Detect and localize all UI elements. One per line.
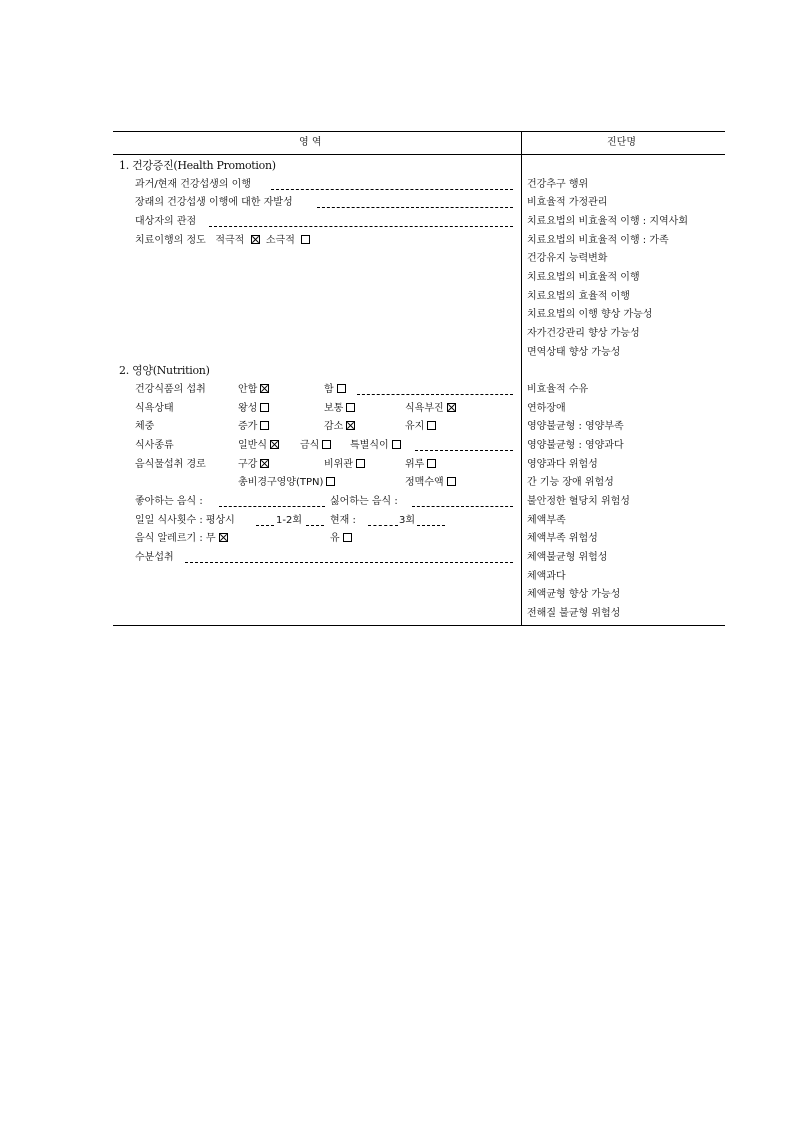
s1-q4-label: 치료이행의 정도 [135, 235, 206, 246]
allergy-yes-checkbox[interactable] [343, 533, 352, 542]
increase-checkbox[interactable] [260, 421, 269, 430]
good-checkbox[interactable] [260, 403, 269, 412]
tpn-label: 총비경구영양(TPN) [238, 477, 324, 488]
s1-q2-field[interactable] [317, 207, 513, 208]
regular-option [238, 440, 279, 452]
special-option [350, 440, 401, 452]
oral-checkbox[interactable] [260, 459, 269, 468]
section2-title: 2. 영양(Nutrition) [119, 364, 210, 377]
do-intake-label: 함 [324, 384, 334, 395]
decrease-checkbox[interactable] [346, 421, 355, 430]
weight-label: 체중 [135, 421, 155, 432]
increase-option [238, 421, 269, 433]
meals-label: 일일 식사횟수 : 평상시 [135, 515, 235, 526]
diagnosis-item: 치료요법의 비효율적 이행 [527, 272, 640, 283]
diagnosis-item: 체액부족 [527, 515, 566, 526]
decrease-label: 감소 [324, 421, 344, 432]
diagnosis-item: 간 기능 장애 위험성 [527, 477, 614, 488]
allergy-yes-option [330, 533, 352, 545]
ng-tube-checkbox[interactable] [356, 459, 365, 468]
allergy-no-checkbox[interactable] [219, 533, 228, 542]
do-intake-option [324, 384, 346, 396]
tpn-checkbox[interactable] [326, 477, 335, 486]
s1-q3-label: 대상자의 관점 [135, 216, 197, 227]
fasting-option [300, 440, 331, 452]
diagnosis-item: 영양불균형 : 영양부족 [527, 421, 624, 432]
maintain-option [405, 421, 436, 433]
no-intake-option [238, 384, 269, 396]
maintain-checkbox[interactable] [427, 421, 436, 430]
ng-tube-label: 비위관 [324, 459, 353, 470]
special-label: 특별식이 [350, 440, 389, 451]
regular-checkbox[interactable] [270, 440, 279, 449]
special-diet-field[interactable] [415, 450, 513, 451]
diet-type-label: 식사종류 [135, 440, 174, 451]
header-area: 영 역 [299, 137, 322, 148]
passive-checkbox[interactable] [301, 235, 310, 244]
food-intake-label: 건강식품의 섭취 [135, 384, 206, 395]
diagnosis-item: 건강추구 행위 [527, 179, 589, 190]
assessment-table [113, 131, 725, 626]
iv-label: 정맥수액 [405, 477, 444, 488]
table-header-rule [113, 154, 725, 155]
diagnosis-item: 체액과다 [527, 571, 566, 582]
g-tube-option [405, 459, 436, 471]
meals-usual-value[interactable]: 1-2회 [276, 515, 302, 526]
meals-current-suffix-line [417, 525, 445, 526]
section1-title: 1. 건강증진(Health Promotion) [119, 159, 276, 172]
special-checkbox[interactable] [392, 440, 401, 449]
allergy-yes-label: 유 [330, 533, 340, 544]
normal-option [324, 403, 355, 415]
s1-q2-label: 장래의 건강섭생 이행에 대한 자발성 [135, 197, 293, 208]
no-intake-checkbox[interactable] [260, 384, 269, 393]
food-intake-field[interactable] [357, 394, 513, 395]
normal-label: 보통 [324, 403, 344, 414]
g-tube-label: 위루 [405, 459, 425, 470]
increase-label: 증가 [238, 421, 258, 432]
meals-usual-suffix-line [306, 525, 324, 526]
good-label: 왕성 [238, 403, 258, 414]
s1-q1-field[interactable] [271, 189, 513, 190]
allergy-label: 음식 알레르기 : 무 [135, 533, 216, 544]
do-intake-checkbox[interactable] [337, 384, 346, 393]
diagnosis-item: 치료요법의 비효율적 이행 : 지역사회 [527, 216, 688, 227]
dislikes-field[interactable] [412, 506, 513, 507]
s1-q1-label: 과거/현재 건강섭생의 이행 [135, 179, 251, 190]
anorexia-checkbox[interactable] [447, 403, 456, 412]
diagnosis-item: 전해질 불균형 위험성 [527, 608, 621, 619]
meals-current-label: 현재 : [330, 515, 356, 526]
header-diagnosis: 진단명 [607, 137, 636, 148]
diagnosis-item: 치료요법의 이행 향상 가능성 [527, 309, 653, 320]
anorexia-label: 식욕부진 [405, 403, 444, 414]
no-intake-label: 안함 [238, 384, 258, 395]
regular-label: 일반식 [238, 440, 267, 451]
active-option-label: 적극적 [215, 235, 245, 246]
decrease-option [324, 421, 355, 433]
fluid-field[interactable] [185, 562, 513, 563]
diagnosis-item: 치료요법의 효율적 이행 [527, 291, 630, 302]
g-tube-checkbox[interactable] [427, 459, 436, 468]
fasting-label: 금식 [300, 440, 320, 451]
diagnosis-item: 연하장애 [527, 403, 566, 414]
s1-q3-field[interactable] [209, 226, 513, 227]
diagnosis-item: 체액불균형 위험성 [527, 552, 608, 563]
diagnosis-item: 면역상태 향상 가능성 [527, 347, 621, 358]
diagnosis-item: 비효율적 수유 [527, 384, 589, 395]
meals-current-prefix-line [368, 525, 398, 526]
oral-option [238, 459, 269, 471]
iv-checkbox[interactable] [447, 477, 456, 486]
route-label: 음식물섭취 경로 [135, 459, 206, 470]
diagnosis-item: 비효율적 가정관리 [527, 197, 608, 208]
dislikes-label: 싫어하는 음식 : [330, 496, 398, 507]
diagnosis-item: 불안정한 혈당치 위험성 [527, 496, 630, 507]
passive-option-label: 소극적 [265, 235, 295, 246]
diagnosis-item: 치료요법의 비효율적 이행 : 가족 [527, 235, 669, 246]
normal-checkbox[interactable] [346, 403, 355, 412]
diagnosis-item: 체액부족 위험성 [527, 533, 598, 544]
good-option [238, 403, 269, 415]
diagnosis-item: 자가건강관리 향상 가능성 [527, 328, 640, 339]
allergy-no-option [135, 533, 228, 545]
fluid-label: 수분섭취 [135, 552, 174, 563]
maintain-label: 유지 [405, 421, 425, 432]
anorexia-option [405, 403, 456, 415]
appetite-label: 식욕상태 [135, 403, 174, 414]
diagnosis-item: 영양불균형 : 영양과다 [527, 440, 624, 451]
column-divider [521, 131, 522, 626]
meals-usual-prefix-line [256, 525, 274, 526]
fasting-checkbox[interactable] [322, 440, 331, 449]
diagnosis-item: 영양과다 위험성 [527, 459, 598, 470]
likes-field[interactable] [219, 506, 325, 507]
ng-tube-option [324, 459, 365, 471]
likes-label: 좋아하는 음식 : [135, 496, 203, 507]
tpn-option [238, 477, 335, 489]
table-bottom-rule [113, 625, 725, 626]
s1-q4-row [135, 235, 310, 247]
meals-current-value[interactable]: 3회 [399, 515, 416, 526]
diagnosis-item: 건강유지 능력변화 [527, 253, 608, 264]
diagnosis-item: 체액균형 향상 가능성 [527, 589, 621, 600]
table-top-rule [113, 131, 725, 132]
active-checkbox[interactable] [251, 235, 260, 244]
iv-option [405, 477, 456, 489]
oral-label: 구강 [238, 459, 258, 470]
